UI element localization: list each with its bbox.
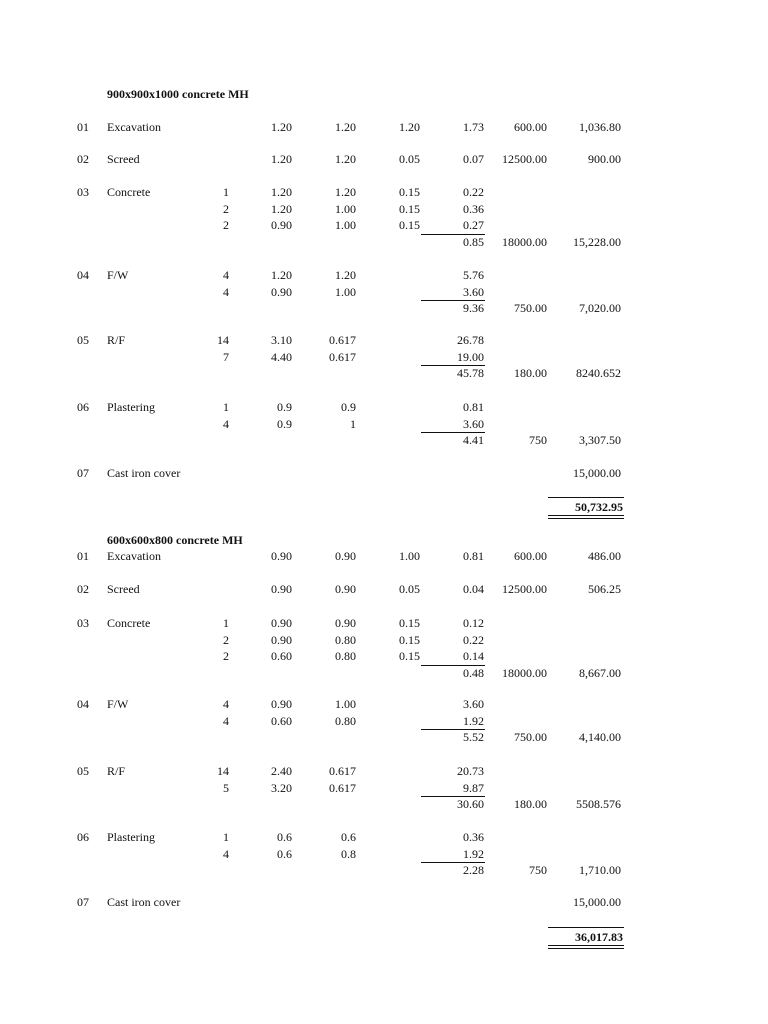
cell-qty: 4 xyxy=(223,284,229,299)
cell-sub: 9.87 xyxy=(463,780,484,795)
cell-qty: 4 xyxy=(223,697,229,711)
rate-value: 750 xyxy=(529,863,547,877)
cell-l: 1.20 xyxy=(271,185,292,199)
cell-l: 1.20 xyxy=(271,152,292,166)
rate-value: 750.00 xyxy=(514,730,547,744)
cell-sub: 3.60 xyxy=(463,697,484,711)
cell-sub: 20.73 xyxy=(457,764,484,778)
cell-qty: 7 xyxy=(223,349,229,364)
item-number: 04 xyxy=(77,268,89,282)
cell-sub: 5.76 xyxy=(463,268,484,282)
item-description: Excavation xyxy=(107,549,161,563)
cell-sub: 0.14 xyxy=(463,649,484,663)
subtotal-value: 0.48 xyxy=(463,665,484,680)
cell-w: 0.9 xyxy=(341,400,356,414)
cell-qty: 1 xyxy=(223,616,229,630)
cell-amt: 486.00 xyxy=(588,549,621,563)
amount-value: 1,710.00 xyxy=(579,863,621,877)
amount-value: 4,140.00 xyxy=(579,730,621,744)
cell-l: 1.20 xyxy=(271,268,292,282)
cell-w: 0.6 xyxy=(341,830,356,844)
cell-l: 0.90 xyxy=(271,616,292,630)
subtotal-value: 0.85 xyxy=(463,234,484,249)
cell-l: 0.90 xyxy=(271,549,292,563)
cell-sub: 19.00 xyxy=(457,349,484,364)
cell-l: 0.60 xyxy=(271,649,292,663)
cell-w: 1.00 xyxy=(335,218,356,232)
cell-w: 1.20 xyxy=(335,185,356,199)
cell-w: 0.90 xyxy=(335,616,356,630)
item-description: Excavation xyxy=(107,120,161,134)
cell-amt: 15,000.00 xyxy=(573,895,621,909)
item-number: 06 xyxy=(77,400,89,414)
cell-w: 0.80 xyxy=(335,713,356,728)
item-number: 03 xyxy=(77,616,89,630)
cell-l: 0.90 xyxy=(271,582,292,596)
cell-qty: 1 xyxy=(223,185,229,199)
cell-h: 0.15 xyxy=(399,185,420,199)
item-description: Concrete xyxy=(107,185,151,199)
item-number: 05 xyxy=(77,333,89,347)
grand-total-double-rule xyxy=(548,515,624,519)
item-description: Screed xyxy=(107,152,140,166)
cell-sub: 0.12 xyxy=(463,616,484,630)
item-number: 05 xyxy=(77,764,89,778)
grand-total-double-rule xyxy=(548,945,624,949)
cell-l: 3.10 xyxy=(271,333,292,347)
cell-l: 1.20 xyxy=(271,120,292,134)
cell-qty: 5 xyxy=(223,780,229,795)
amount-value: 7,020.00 xyxy=(579,301,621,315)
cell-rate: 12500.00 xyxy=(502,582,547,596)
cell-w: 0.80 xyxy=(335,632,356,647)
subtotal-value: 45.78 xyxy=(457,366,484,380)
rate-value: 18000.00 xyxy=(502,665,547,680)
cell-qty: 1 xyxy=(223,830,229,844)
item-number: 03 xyxy=(77,185,89,199)
subtotal-value: 9.36 xyxy=(463,301,484,315)
item-number: 02 xyxy=(77,152,89,166)
amount-value: 3,307.50 xyxy=(579,433,621,447)
cell-rate: 600.00 xyxy=(514,549,547,563)
cell-rate: 12500.00 xyxy=(502,152,547,166)
cell-w: 0.80 xyxy=(335,649,356,663)
grand-total-top-rule xyxy=(548,497,624,498)
cell-sub: 0.04 xyxy=(463,582,484,596)
cell-w: 1.00 xyxy=(335,201,356,216)
subtotal-value: 30.60 xyxy=(457,797,484,811)
item-number: 06 xyxy=(77,830,89,844)
amount-value: 8,667.00 xyxy=(579,665,621,680)
cell-w: 0.617 xyxy=(329,780,356,795)
grand-total: 50,732.95 xyxy=(575,500,623,514)
cell-w: 1.20 xyxy=(335,152,356,166)
cell-l: 3.20 xyxy=(271,780,292,795)
cell-qty: 2 xyxy=(223,218,229,232)
cell-l: 4.40 xyxy=(271,349,292,364)
cell-l: 2.40 xyxy=(271,764,292,778)
cell-sub: 0.36 xyxy=(463,830,484,844)
cell-sub: 1.92 xyxy=(463,846,484,861)
rate-value: 180.00 xyxy=(514,366,547,380)
cell-sub: 1.73 xyxy=(463,120,484,134)
item-number: 01 xyxy=(77,120,89,134)
cell-w: 1.20 xyxy=(335,120,356,134)
cell-l: 0.60 xyxy=(271,713,292,728)
cell-h: 0.15 xyxy=(399,632,420,647)
item-description: Cast iron cover xyxy=(107,466,181,480)
cell-l: 0.9 xyxy=(277,400,292,414)
cell-l: 0.90 xyxy=(271,632,292,647)
cell-l: 0.6 xyxy=(277,830,292,844)
item-description: Plastering xyxy=(107,830,155,844)
cell-l: 0.90 xyxy=(271,284,292,299)
cell-qty: 4 xyxy=(223,268,229,282)
item-number: 07 xyxy=(77,895,89,909)
cell-qty: 4 xyxy=(223,846,229,861)
cell-sub: 0.07 xyxy=(463,152,484,166)
cell-h: 1.00 xyxy=(399,549,420,563)
item-number: 02 xyxy=(77,582,89,596)
item-description: F/W xyxy=(107,268,129,282)
cell-h: 0.05 xyxy=(399,152,420,166)
subtotal-value: 2.28 xyxy=(463,863,484,877)
cell-w: 0.617 xyxy=(329,349,356,364)
cell-h: 0.15 xyxy=(399,649,420,663)
rate-value: 750.00 xyxy=(514,301,547,315)
item-description: Cast iron cover xyxy=(107,895,181,909)
amount-value: 15,228.00 xyxy=(573,234,621,249)
cell-w: 1 xyxy=(350,416,356,431)
cell-qty: 2 xyxy=(223,632,229,647)
cell-sub: 0.22 xyxy=(463,185,484,199)
amount-value: 8240.652 xyxy=(576,366,621,380)
amount-value: 5508.576 xyxy=(576,797,621,811)
grand-total: 36,017.83 xyxy=(575,930,623,944)
cell-w: 0.90 xyxy=(335,582,356,596)
cell-l: 0.9 xyxy=(277,416,292,431)
cell-sub: 0.36 xyxy=(463,201,484,216)
item-description: R/F xyxy=(107,333,126,347)
cell-amt: 15,000.00 xyxy=(573,466,621,480)
grand-total-top-rule xyxy=(548,927,624,928)
cell-amt: 900.00 xyxy=(588,152,621,166)
cell-rate: 600.00 xyxy=(514,120,547,134)
cell-w: 1.00 xyxy=(335,284,356,299)
cell-w: 0.617 xyxy=(329,333,356,347)
cell-l: 0.6 xyxy=(277,846,292,861)
cell-l: 0.90 xyxy=(271,697,292,711)
cell-amt: 1,036.80 xyxy=(579,120,621,134)
item-description: R/F xyxy=(107,764,126,778)
item-number: 01 xyxy=(77,549,89,563)
item-description: Plastering xyxy=(107,400,155,414)
subtotal-value: 4.41 xyxy=(463,433,484,447)
cell-qty: 2 xyxy=(223,649,229,663)
item-description: Concrete xyxy=(107,616,151,630)
cell-sub: 3.60 xyxy=(463,284,484,299)
item-description: F/W xyxy=(107,697,129,711)
cell-qty: 4 xyxy=(223,416,229,431)
cell-qty: 4 xyxy=(223,713,229,728)
cell-w: 0.90 xyxy=(335,549,356,563)
cell-sub: 1.92 xyxy=(463,713,484,728)
subtotal-value: 5.52 xyxy=(463,730,484,744)
cell-sub: 3.60 xyxy=(463,416,484,431)
cell-amt: 506.25 xyxy=(588,582,621,596)
cell-l: 1.20 xyxy=(271,201,292,216)
item-description: Screed xyxy=(107,582,140,596)
cell-l: 0.90 xyxy=(271,218,292,232)
cell-sub: 0.22 xyxy=(463,632,484,647)
cell-qty: 1 xyxy=(223,400,229,414)
cell-sub: 0.27 xyxy=(463,218,484,232)
cell-qty: 14 xyxy=(217,333,229,347)
rate-value: 18000.00 xyxy=(502,234,547,249)
cell-sub: 0.81 xyxy=(463,400,484,414)
item-number: 07 xyxy=(77,466,89,480)
cell-h: 0.15 xyxy=(399,218,420,232)
cell-h: 0.05 xyxy=(399,582,420,596)
cell-qty: 14 xyxy=(217,764,229,778)
cell-w: 1.20 xyxy=(335,268,356,282)
cell-sub: 0.81 xyxy=(463,549,484,563)
cell-sub: 26.78 xyxy=(457,333,484,347)
cell-h: 0.15 xyxy=(399,616,420,630)
cell-h: 1.20 xyxy=(399,120,420,134)
cell-w: 1.00 xyxy=(335,697,356,711)
rate-value: 750 xyxy=(529,433,547,447)
section-title: 900x900x1000 concrete MH xyxy=(107,87,249,101)
cell-qty: 2 xyxy=(223,201,229,216)
section-title: 600x600x800 concrete MH xyxy=(107,533,243,547)
cell-w: 0.617 xyxy=(329,764,356,778)
cell-h: 0.15 xyxy=(399,201,420,216)
cell-w: 0.8 xyxy=(341,846,356,861)
item-number: 04 xyxy=(77,697,89,711)
rate-value: 180.00 xyxy=(514,797,547,811)
